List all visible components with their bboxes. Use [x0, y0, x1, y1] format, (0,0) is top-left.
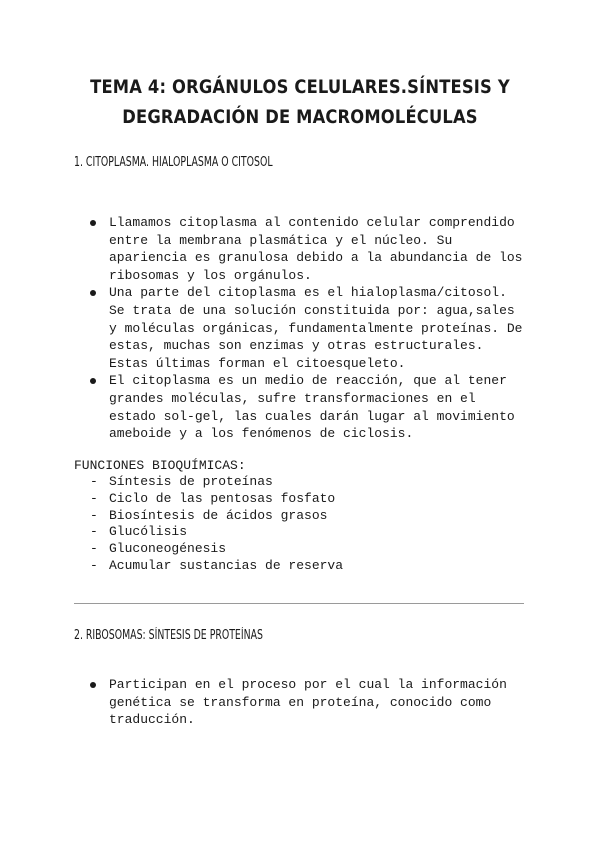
title-line-1: TEMA 4: ORGÁNULOS CELULARES.SÍNTESIS Y	[90, 76, 510, 98]
function-text: Ciclo de las pentosas fosfato	[109, 490, 336, 506]
dash-icon: -	[90, 474, 98, 489]
list-item	[90, 676, 530, 729]
list-item	[90, 474, 343, 491]
dash-icon: -	[90, 557, 98, 573]
section-1-bullet-list	[90, 214, 530, 443]
functions-label: FUNCIONES BIOQUÍMICAS:	[74, 458, 246, 473]
list-item	[90, 284, 530, 372]
list-item	[90, 214, 530, 284]
bullet-text: Una parte del citoplasma es el hialoplasma/citosol. Se trata de una solución constituida por: agua,sales y moléculas orgánicas, fundamentalmente proteínas. De estas, muchas son enzimas y otras estructurales. Estas últimas forman el citoesqueleto.	[109, 285, 523, 371]
bullet-icon	[90, 220, 96, 226]
list-item	[90, 541, 343, 558]
bullet-text: Participan en el proceso por el cual la información genética se transforma en proteína, conocido como traducción.	[109, 677, 507, 728]
list-item	[90, 508, 343, 525]
section-divider	[74, 603, 524, 604]
dash-icon: -	[90, 541, 98, 557]
list-item	[90, 491, 343, 508]
function-text: Biosíntesis de ácidos grasos	[109, 507, 328, 523]
dash-icon: -	[90, 507, 98, 523]
dash-icon: -	[90, 524, 98, 540]
section-1-heading: 1. CITOPLASMA. HIALOPLASMA O CITOSOL	[74, 155, 273, 170]
function-text: Síntesis de proteínas	[109, 474, 273, 489]
function-text: Glucólisis	[109, 524, 188, 540]
section-2-bullet-list	[90, 676, 530, 729]
bullet-text: Llamamos citoplasma al contenido celular comprendido entre la membrana plasmática y el núcleo. Su apariencia es granulosa debido a la abundancia de los ribosomas y los orgánulos.	[109, 215, 523, 283]
document-title	[76, 72, 523, 132]
bullet-icon	[90, 290, 96, 296]
title-line-2: DEGRADACIÓN DE MACROMOLÉCULAS	[122, 106, 478, 128]
functions-list	[90, 474, 343, 575]
list-item	[90, 558, 343, 575]
function-text: Gluconeogénesis	[109, 541, 227, 557]
section-2-heading: 2. RIBOSOMAS: SÍNTESIS DE PROTEÍNAS	[74, 628, 263, 643]
bullet-icon	[90, 682, 96, 688]
bullet-text: El citoplasma es un medio de reacción, que al tener grandes moléculas, sufre transformaciones en el estado sol-gel, las cuales darán lugar al movimiento ameboide y a los fenómenos de ciclosis.	[109, 373, 515, 442]
function-text: Acumular sustancias de reserva	[109, 557, 344, 573]
dash-icon: -	[90, 490, 98, 506]
list-item	[90, 524, 343, 541]
bullet-icon	[90, 378, 96, 384]
list-item	[90, 372, 530, 442]
